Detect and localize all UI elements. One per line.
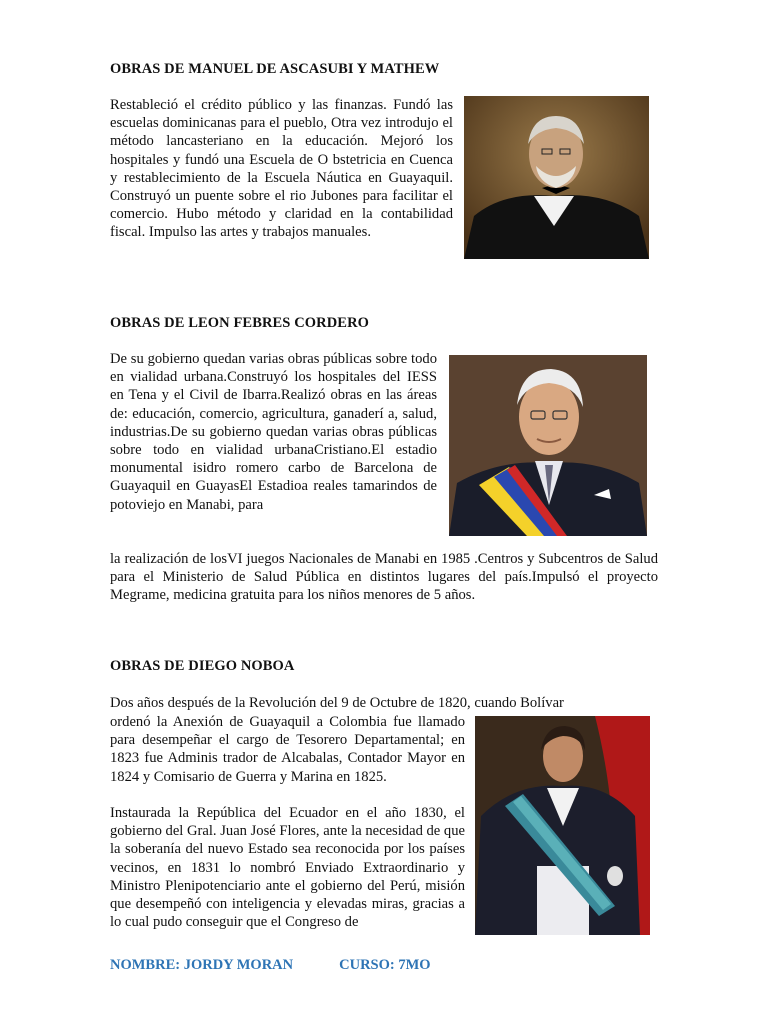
footer-name: NOMBRE: JORDY MORAN — [110, 957, 294, 973]
section-text-noboa-beside: ordenó la Anexión de Guayaquil a Colombia fue llamado para desempeñar el cargo de Tesorero Departamental; en 1823 fue Adminis trador de Alcabalas, Contador Mayor en 1824 y Comisario de Guerra y Marina en 1825. — [110, 714, 465, 785]
section-text-noboa-beside-2: Instaurada la República del Ecuador en el año 1830, el gobierno del Gral. Juan José Flores, ante la necesidad de que la soberanía del nuevo Estado sea reconocida por los países vecinos, en 1831 lo nombró Enviado Extraordinario y Ministro Plenipotenciario ante el gobierno del Perú, misión que desempeñó con inteligencia y elevadas miras, gracias a lo cual pudo conseguir que el Congreso de — [110, 805, 466, 931]
section-heading-febres-cordero: OBRAS DE LEON FEBRES CORDERO — [110, 315, 370, 331]
portrait-noboa — [475, 716, 650, 935]
section-text-ascasubi: Restableció el crédito público y las finanzas. Fundó las escuelas dominicanas para el pueblo, Otra vez introdujo el método lancasteriano en la educación. Mejoró los hospitales y fundó una Escuela de O bstetricia en Cuenca y restablecimiento de la Escuela Náutica en Guayaquil. Construyó un puente sobre el rio Jubones para facilitar el comercio. Hubo método y claridad en la contabilidad fiscal. Impulso las artes y trabajos manuales. — [110, 97, 453, 241]
portrait-febres-cordero — [449, 355, 647, 536]
portrait-ascasubi — [464, 96, 649, 259]
section-text-febres-cordero-full: la realización de losVI juegos Nacionales de Manabi en 1985 .Centros y Subcentros de Salud para el Ministerio de Salud Pública en distintos lugares del país.Impulsó el proyecto Megrame, medicina gratuita para los niños menores de 5 años. — [110, 551, 658, 604]
section-heading-noboa: OBRAS DE DIEGO NOBOA — [110, 658, 295, 674]
footer-course: CURSO: 7MO — [339, 957, 431, 973]
section-text-noboa-top: Dos años después de la Revolución del 9 de Octubre de 1820, cuando Bolívar — [110, 695, 564, 711]
section-heading-ascasubi: OBRAS DE MANUEL DE ASCASUBI Y MATHEW — [110, 61, 440, 77]
footer — [110, 957, 431, 974]
section-text-febres-cordero-beside: De su gobierno quedan varias obras públicas sobre todo en vialidad urbana.Construyó los hospitales del IESS en Tena y el Civil de Ibarra.Realizó obras en las áreas de: educación, comercio, agricultura, ganaderí a, salud, industrias.De su gobierno quedan varias obras públicas sobre todo en vialidad urbanaCristiano.El estadio monumental isidro romero carbo de Barcelona de Guayaquil en GuayasEl Estadioa reales tamarindos de potoviejo en Manabi, para — [110, 351, 437, 513]
